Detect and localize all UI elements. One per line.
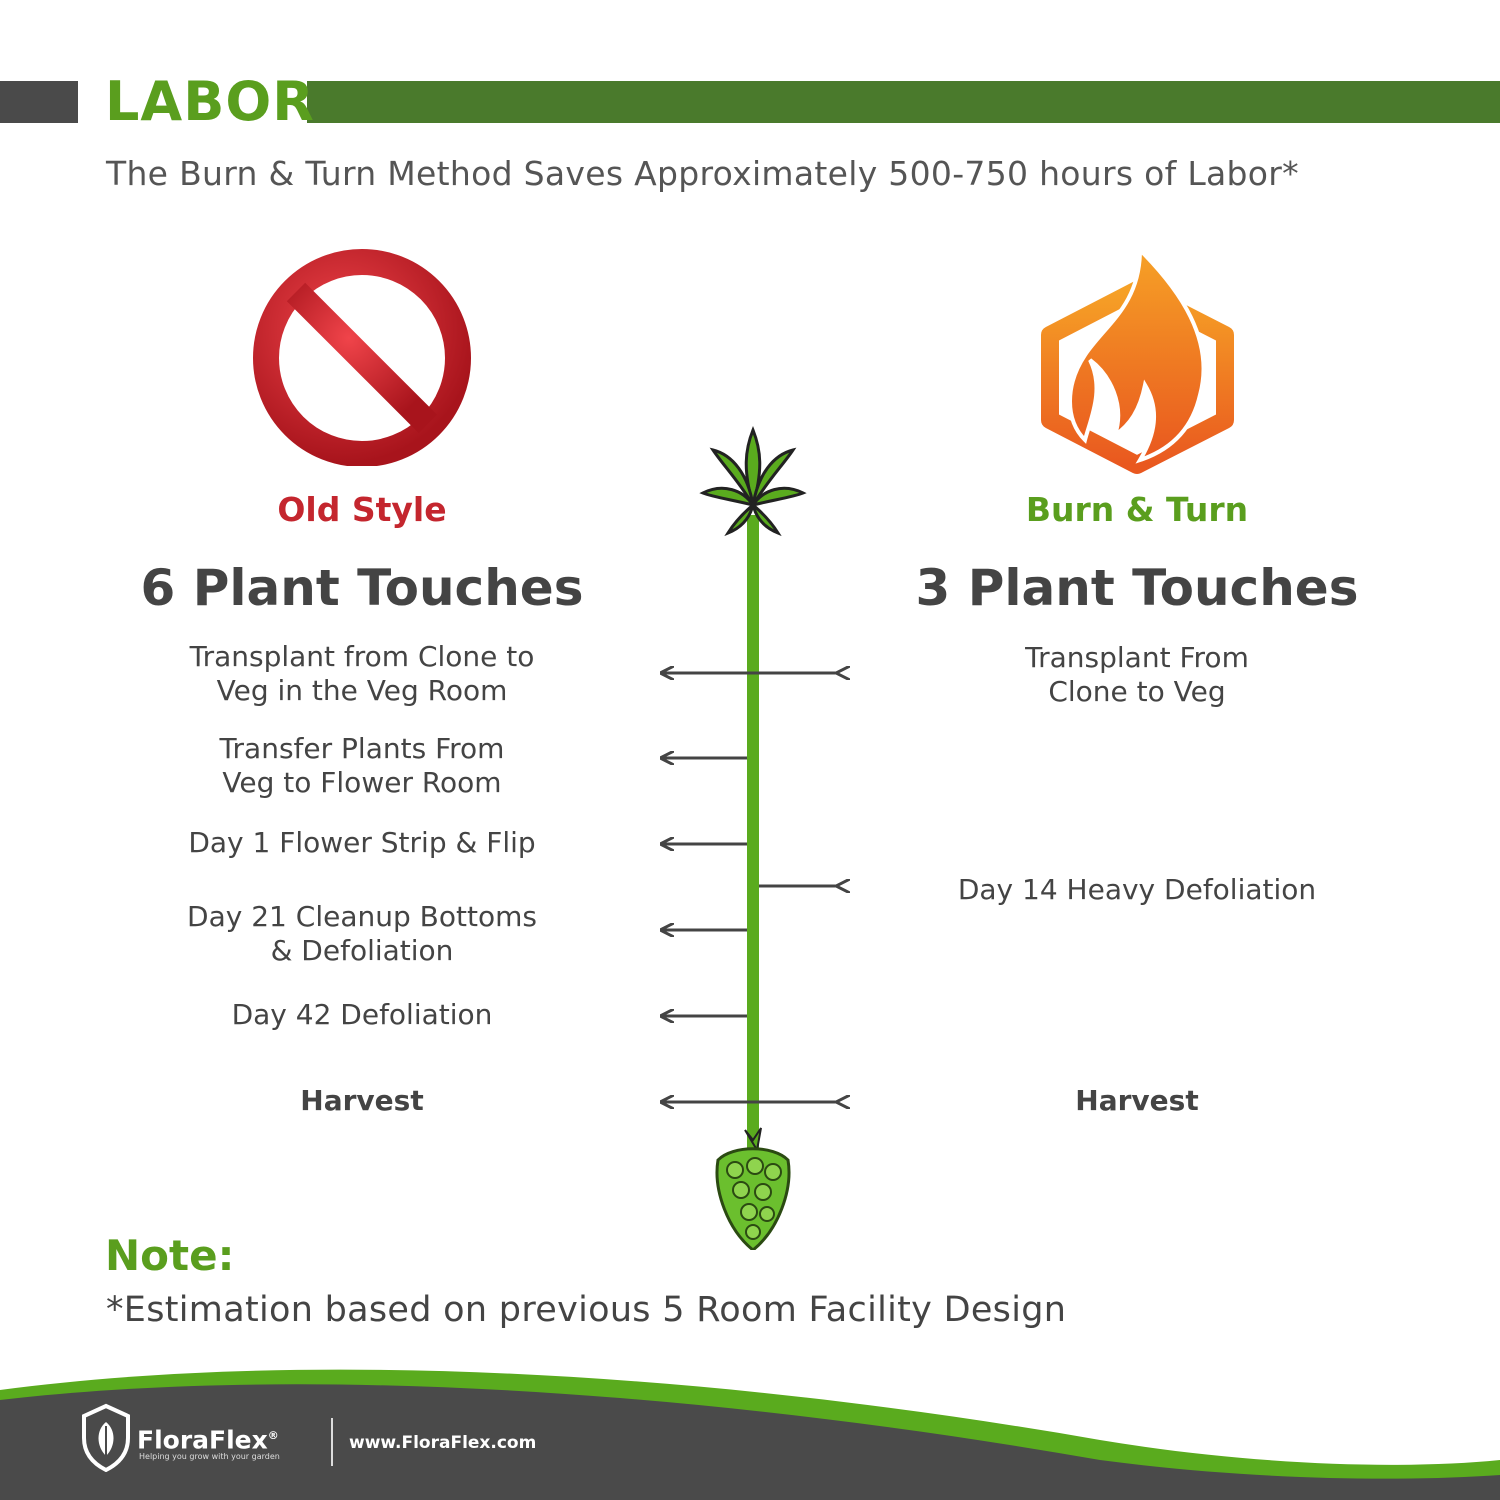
old-step-4: Day 21 Cleanup Bottoms & Defoliation [187, 900, 537, 967]
timeline [640, 420, 860, 1250]
timeline-stem [747, 515, 759, 1155]
header-bar-left [0, 81, 78, 123]
new-step-3: Harvest [1075, 1084, 1199, 1117]
brand-tagline: Helping you grow with your garden [139, 1452, 280, 1461]
old-style-touches: 6 Plant Touches [140, 559, 584, 617]
old-step-5: Day 42 Defoliation [231, 998, 493, 1031]
old-step-3: Day 1 Flower Strip & Flip [188, 826, 536, 859]
prohibition-sign-icon [248, 248, 476, 466]
registered-mark: ® [267, 1429, 279, 1442]
brand-text: FloraFlex [137, 1425, 268, 1455]
new-step-1: Transplant From Clone to Veg [1025, 641, 1249, 708]
burn-turn-label: Burn & Turn [1025, 490, 1249, 529]
page-title: LABOR [105, 70, 315, 133]
note-title: Note: [105, 1231, 235, 1280]
burn-turn-touches: 3 Plant Touches [915, 559, 1359, 617]
brand-name[interactable] [137, 1421, 279, 1455]
old-step-6: Harvest [300, 1084, 424, 1117]
fire-hexagon-icon [1030, 245, 1245, 477]
note-text: *Estimation based on previous 5 Room Facility Design [106, 1290, 1067, 1330]
old-step-2: Transfer Plants From Veg to Flower Room [219, 732, 505, 799]
footer-divider [331, 1418, 333, 1466]
shield-leaf-icon [80, 1402, 132, 1472]
header-bar-right [307, 81, 1500, 123]
old-step-1: Transplant from Clone to Veg in the Veg Room [189, 640, 535, 707]
website-link[interactable]: www.FloraFlex.com [349, 1433, 537, 1453]
page-subtitle: The Burn & Turn Method Saves Approximately 500-750 hours of Labor* [106, 154, 1299, 193]
new-step-2: Day 14 Heavy Defoliation [957, 873, 1317, 906]
old-style-label: Old Style [277, 490, 447, 529]
